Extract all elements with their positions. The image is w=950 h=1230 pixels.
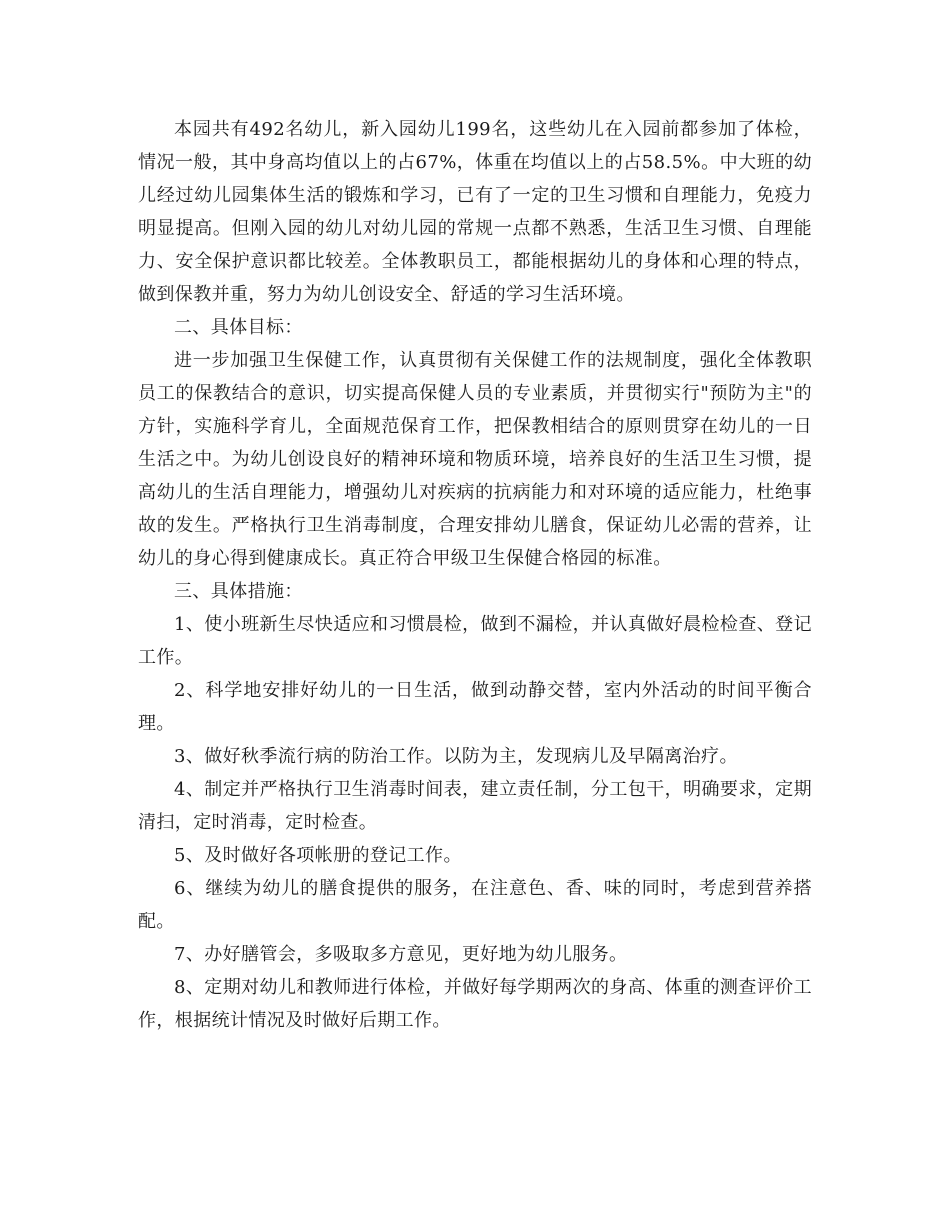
goals-paragraph: 进一步加强卫生保健工作，认真贯彻有关保健工作的法规制度，强化全体教职员工的保教结合的意识，切实提高保健人员的专业素质，并贯彻实行"预防为主"的方针，实施科学育儿，全面规范保育工作，把保教相结合的原则贯穿在幼儿的一日生活之中。为幼儿创设良好的精神环境和物质环境，培养良好的生活卫生习惯，提高幼儿的生活自理能力，增强幼儿对疾病的抗病能力和对环境的适应能力，杜绝事故的发生。严格执行卫生消毒制度，合理安排幼儿膳食，保证幼儿必需的营养，让幼儿的身心得到健康成长。真正符合甲级卫生保健合格园的标准。 bbox=[138, 350, 812, 569]
measure-item-5: 5、及时做好各项帐册的登记工作。 bbox=[174, 845, 462, 866]
measure-item-8: 8、定期对幼儿和教师进行体检，并做好每学期两次的身高、体重的测查评价工作，根据统计情况及时做好后期工作。 bbox=[138, 977, 812, 1031]
measure-item-7: 7、办好膳管会，多吸取多方意见，更好地为幼儿服务。 bbox=[174, 944, 628, 965]
measure-item-2: 2、科学地安排好幼儿的一日生活，做到动静交替，室内外活动的时间平衡合理。 bbox=[138, 680, 812, 734]
measure-item-1: 1、使小班新生尽快适应和习惯晨检，做到不漏检，并认真做好晨检检查、登记工作。 bbox=[138, 614, 812, 668]
section-heading-measures: 三、具体措施： bbox=[174, 581, 303, 602]
section-heading-goals: 二、具体目标： bbox=[174, 317, 303, 338]
document-body bbox=[138, 113, 812, 1037]
measure-item-6: 6、继续为幼儿的膳食提供的服务，在注意色、香、味的同时，考虑到营养搭配。 bbox=[138, 878, 812, 932]
measure-item-3: 3、做好秋季流行病的防治工作。以防为主，发现病儿及早隔离治疗。 bbox=[174, 746, 738, 767]
measure-item-4: 4、制定并严格执行卫生消毒时间表，建立责任制，分工包干，明确要求，定期清扫，定时消毒，定时检查。 bbox=[138, 779, 812, 833]
intro-paragraph: 本园共有492名幼儿，新入园幼儿199名，这些幼儿在入园前都参加了体检，情况一般，其中身高均值以上的占67%，体重在均值以上的占58.5%。中大班的幼儿经过幼儿园集体生活的锻炼和学习，已有了一定的卫生习惯和自理能力，免疫力明显提高。但刚入园的幼儿对幼儿园的常规一点都不熟悉，生活卫生习惯、自理能力、安全保护意识都比较差。全体教职员工，都能根据幼儿的身体和心理的特点，做到保教并重，努力为幼儿创设安全、舒适的学习生活环境。 bbox=[138, 119, 812, 305]
